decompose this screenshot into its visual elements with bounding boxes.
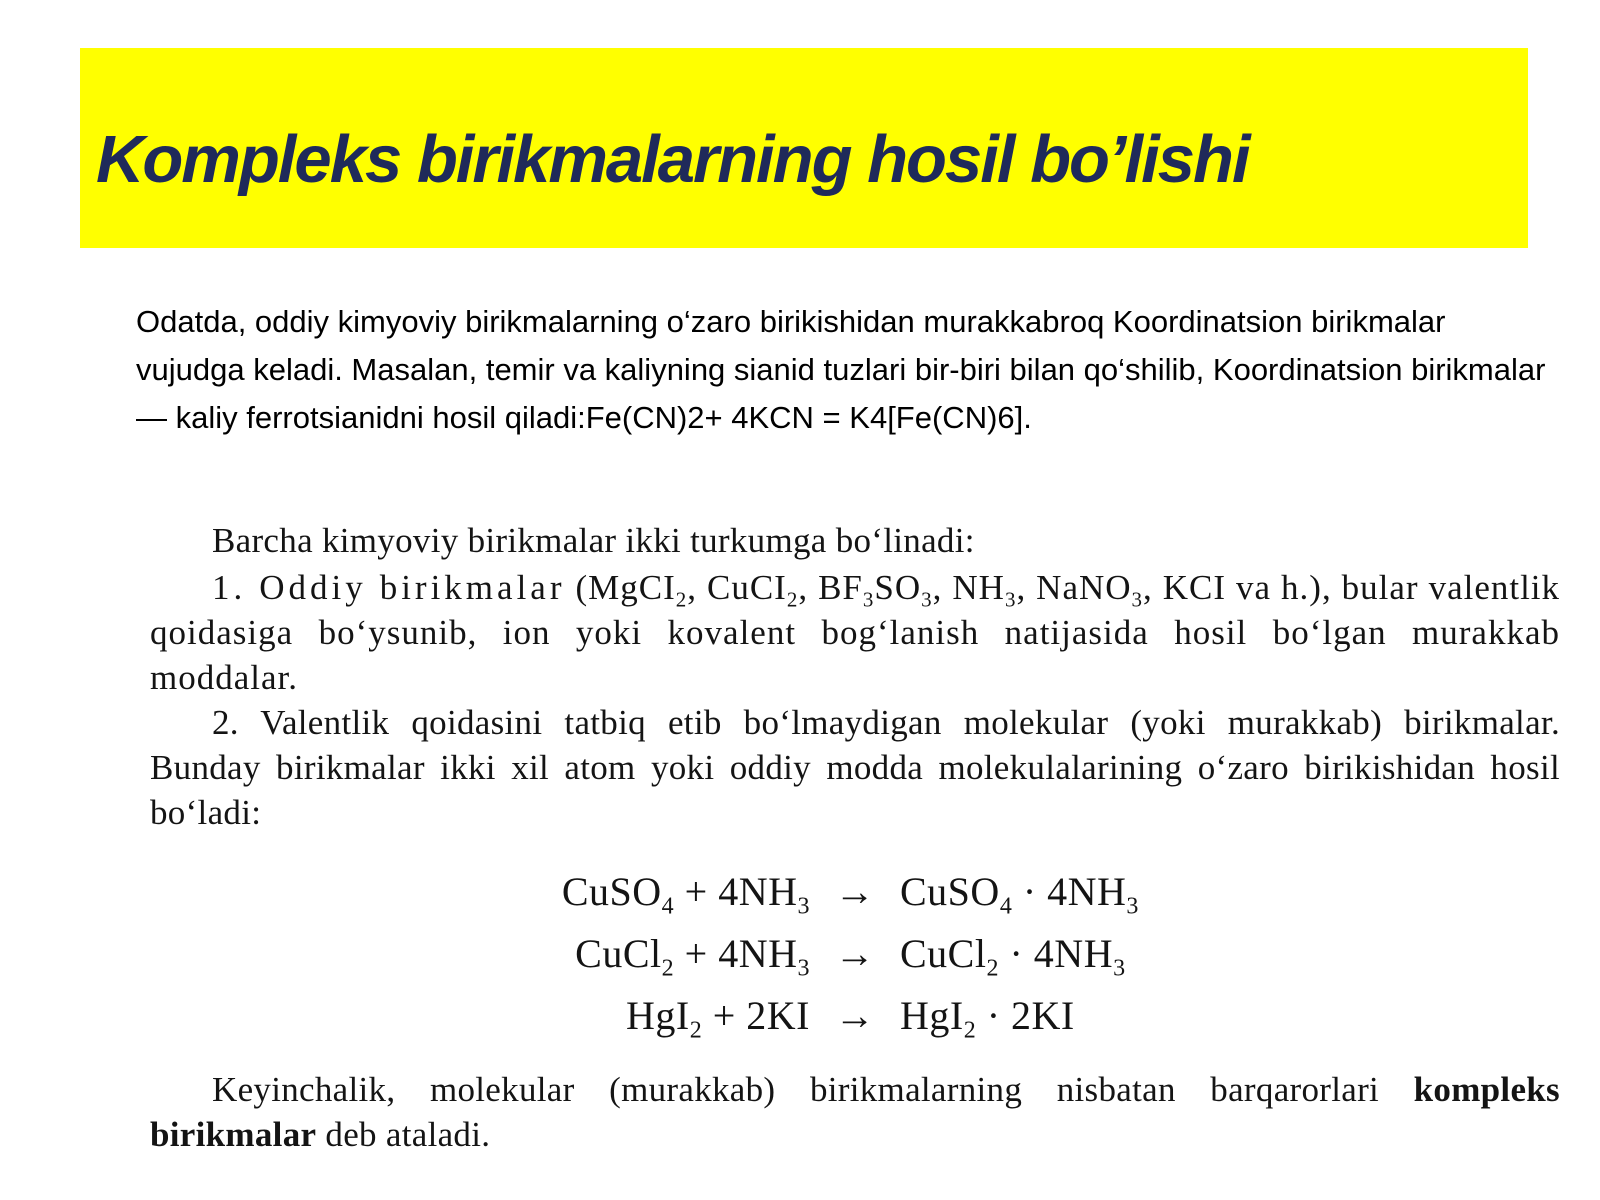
equation-3-reactants: HgI$_2$ + 2KI xyxy=(626,993,810,1044)
term-kompleks-birikmalar: kompleks birikmalar xyxy=(150,1070,1560,1154)
equation-2-reactants: CuCl$_2$ + $4NH_3$ xyxy=(575,931,810,982)
slide-title: Kompleks birikmalarning hosil bo’lishi xyxy=(96,122,1249,197)
equation-3-product: HgI$_2$ · 2KI xyxy=(900,993,1075,1044)
formula-mgcl2: (MgCI$_2$, xyxy=(575,568,697,612)
equation-3-arrow: → xyxy=(834,993,876,1038)
scan-item-1 xyxy=(150,565,1560,700)
formula-nh3: $NH_3$, xyxy=(952,568,1027,612)
equation-2-product: CuCl$_2$ · $4NH_3$ xyxy=(900,931,1126,982)
formula-nano3: NaNO$_3$, xyxy=(1036,568,1153,612)
intro-paragraph: Odatda, oddiy kimyoviy birikmalarning o‘zaro birikishidan murakkabroq Koordinatsion birikmalar vujudga keladi. Masalan, temir va kaliyning sianid tuzlari bir-biri bilan qo‘shilib, Koordinatsion birikmalar — kaliy ferrotsianidni hosil qiladi:Fe(CN)2+ 4KCN = K4[Fe(CN)6]. xyxy=(136,304,1546,435)
equation-2-arrow: → xyxy=(834,931,876,976)
formula-bf3so3: $BF_3SO_3$, xyxy=(818,568,943,612)
scanned-textbook-excerpt xyxy=(150,518,1560,1157)
reaction-equations xyxy=(150,863,1560,1045)
item1-lead: 1. Oddiy birikmalar xyxy=(212,568,566,607)
equation-1-reactants: CuSO$_4$ + $4NH_3$ xyxy=(561,869,810,920)
item1-description: KCI va h.), bular valentlik qoidasiga bo‘ysunib, ion yoki kovalent bog‘lanish natijasida hosil bo‘lgan murakkab moddalar. xyxy=(150,568,1561,697)
formula-cucl2: CuCI$_2$, xyxy=(706,568,809,612)
scan-item-2: 2. Valentlik qoidasini tatbiq etib bo‘lmaydigan molekular (yoki murakkab) birikmalar. Bunday birikmalar ikki xil atom yoki oddiy modda molekulalarining o‘zaro birikishidan hosil bo‘ladi: xyxy=(150,703,1560,832)
scan-heading: Barcha kimyoviy birikmalar ikki turkumga bo‘linadi: xyxy=(212,521,975,560)
equation-1-arrow: → xyxy=(834,869,876,914)
scan-closing: Keyinchalik, molekular (murakkab) birikmalarning nisbatan barqarorlari kompleks birikmalar deb ataladi. xyxy=(150,1070,1560,1154)
equation-1-product: CuSO$_4$ · $4NH_3$ xyxy=(900,869,1139,920)
